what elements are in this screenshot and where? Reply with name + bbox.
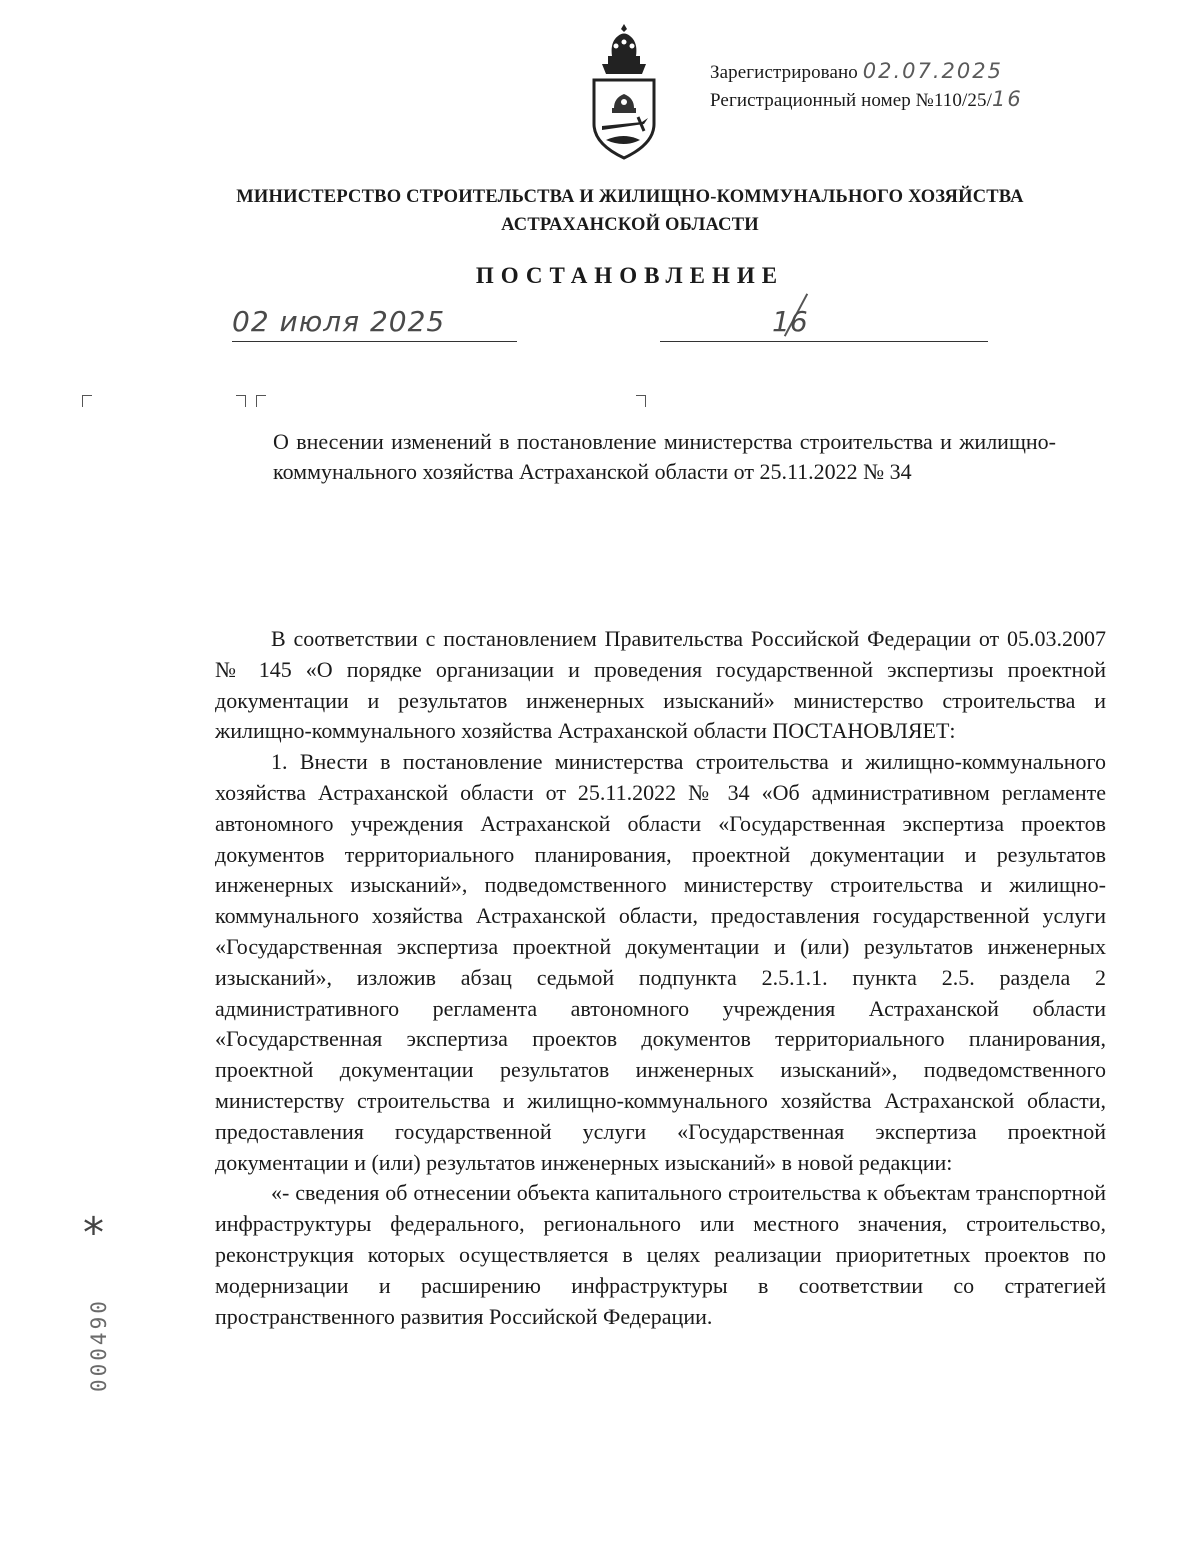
document-body	[215, 624, 1106, 1332]
body-quote-paragraph: «- сведения об отнесении объекта капитального строительства к объектам транспортной инфраструктуры федерального, регионального или местного значения, строительство, реконструкция которых осуществляется в целях реализации приоритетных проектов по модернизации и расширению инфраструктуры в соответствии со стратегией пространственного развития Российской Федерации.	[215, 1180, 1106, 1329]
document-date-field	[232, 305, 517, 342]
ministry-line-2: АСТРАХАНСКОЙ ОБЛАСТИ	[501, 215, 759, 235]
document-title: ПОСТАНОВЛЕНИЕ	[475, 263, 785, 288]
body-item-1-paragraph: 1. Внести в постановление министерства строительства и жилищно-коммунального хозяйства Астраханской области от 25.11.2022 № 34 «Об административном регламенте автономного учреждения Астраханской области «Государственная экспертиза проектов документов территориального планирования, проектной документации и результатов инженерных изысканий», подведомственного министерству строительства и жилищно-коммунального хозяйства Астраханской области, предоставления государственной услуги «Государственная экспертиза проектной документации и (или) результатов инженерных изысканий», изложив абзац седьмой подпункта 2.5.1.1. пункта 2.5. раздела 2 административного регламента автономного учреждения Астраханской области «Государственная экспертиза проектов документов территориального планирования, проектной документации результатов инженерных изысканий», подведомственного министерству строительства и жилищно-коммунального хозяйства Астраханской области, предоставления государственной услуги «Государственная экспертиза проектной документации и (или) результатов инженерных изысканий» в новой редакции:	[215, 749, 1106, 1175]
asterisk-mark: *	[83, 1208, 104, 1257]
corner-mark	[256, 395, 266, 407]
registration-date-line	[710, 58, 1023, 86]
ministry-heading	[0, 183, 1200, 239]
side-barcode-number	[83, 1208, 123, 1392]
ministry-line-1: МИНИСТЕРСТВО СТРОИТЕЛЬСТВА И ЖИЛИЩНО-КОММУНАЛЬНОГО ХОЗЯЙСТВА	[236, 187, 1024, 207]
reg-number-handwritten: 16	[991, 87, 1023, 111]
corner-mark	[82, 395, 92, 407]
registration-stamp	[710, 58, 1023, 114]
document-date: 02 июля 2025	[232, 305, 446, 338]
corner-mark	[636, 395, 646, 407]
reg-number-label: Регистрационный номер №110/25/	[710, 90, 992, 111]
document-number: 16	[772, 305, 808, 338]
registered-label: Зарегистрировано	[710, 62, 858, 83]
document-subject: О внесении изменений в постановление министерства строительства и жилищно-коммунального хозяйства Астраханской области от 25.11.2022 № 34	[273, 429, 1056, 484]
coat-of-arms-icon	[588, 22, 660, 162]
registration-number-line	[710, 86, 1023, 114]
document-number-field	[660, 305, 988, 342]
corner-mark	[236, 395, 246, 407]
body-intro-paragraph: В соответствии с постановлением Правительства Российской Федерации от 05.03.2007 № 145 «О порядке организации и проведения государственной экспертизы проектной документации и результатов инженерных изысканий» министерство строительства и жилищно-коммунального хозяйства Астраханской области ПОСТАНОВЛЯЕТ:	[215, 626, 1106, 744]
side-digits: 000490	[87, 1298, 111, 1392]
registered-date: 02.07.2025	[862, 59, 1004, 83]
